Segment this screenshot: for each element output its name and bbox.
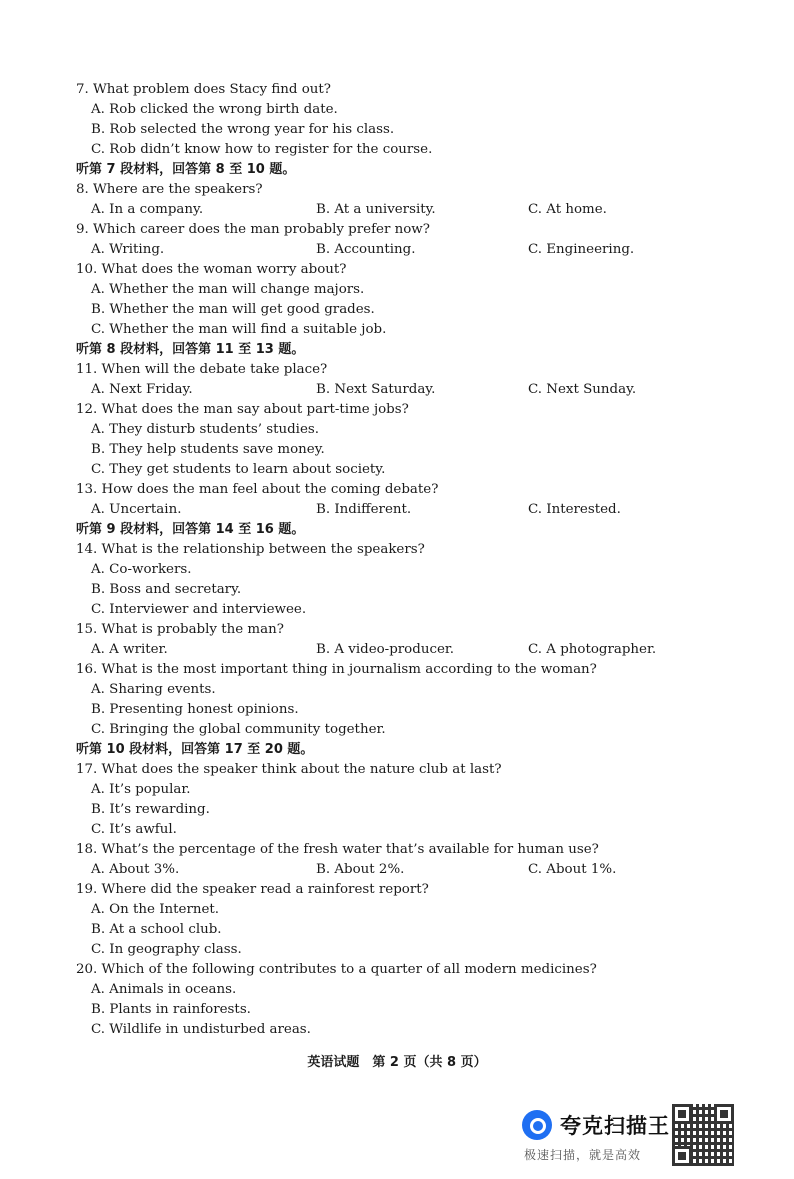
question-text: 14. What is the relationship between the speakers? bbox=[76, 542, 425, 557]
exam-page bbox=[76, 80, 716, 1040]
option-line: C. Rob didn’t know how to register for the course. bbox=[91, 142, 433, 157]
option-line: B. Presenting honest opinions. bbox=[91, 702, 299, 717]
option-line: B. At a school club. bbox=[91, 922, 222, 937]
question-text: 20. Which of the following contributes to a quarter of all modern medicines? bbox=[76, 962, 597, 977]
question-text: 18. What’s the percentage of the fresh water that’s available for human use? bbox=[76, 842, 599, 857]
section-instruction: 听第 9 段材料，回答第 14 至 16 题。 bbox=[76, 522, 305, 537]
section-instruction: 听第 7 段材料，回答第 8 至 10 题。 bbox=[76, 162, 296, 177]
question-text: 8. Where are the speakers? bbox=[76, 182, 263, 197]
option-line: B. It’s rewarding. bbox=[91, 802, 210, 817]
option-row bbox=[76, 500, 716, 520]
question-text: 15. What is probably the man? bbox=[76, 622, 284, 637]
option-a: A. Next Friday. bbox=[91, 382, 193, 397]
question-text: 11. When will the debate take place? bbox=[76, 362, 328, 377]
qr-code-icon bbox=[672, 1104, 734, 1166]
section-instruction: 听第 8 段材料，回答第 11 至 13 题。 bbox=[76, 342, 305, 357]
option-a: A. About 3%. bbox=[91, 862, 180, 877]
option-b: B. A video-producer. bbox=[316, 642, 455, 657]
question-text: 9. Which career does the man probably prefer now? bbox=[76, 222, 430, 237]
scanner-watermark bbox=[522, 1108, 672, 1168]
section-instruction: 听第 10 段材料，回答第 17 至 20 题。 bbox=[76, 742, 314, 757]
option-line: B. Boss and secretary. bbox=[91, 582, 242, 597]
option-row bbox=[76, 200, 716, 220]
question-text: 16. What is the most important thing in journalism according to the woman? bbox=[76, 662, 597, 677]
option-c: C. At home. bbox=[528, 202, 607, 217]
brand-name: 夸克扫描王 bbox=[560, 1114, 670, 1138]
option-c: C. A photographer. bbox=[528, 642, 657, 657]
option-row bbox=[76, 240, 716, 260]
option-a: A. In a company. bbox=[91, 202, 204, 217]
option-a: A. Writing. bbox=[91, 242, 165, 257]
option-line: A. Whether the man will change majors. bbox=[91, 282, 365, 297]
option-line: A. On the Internet. bbox=[91, 902, 220, 917]
option-line: A. Rob clicked the wrong birth date. bbox=[91, 102, 338, 117]
option-line: C. Interviewer and interviewee. bbox=[91, 602, 307, 617]
option-line: A. They disturb students’ studies. bbox=[91, 422, 319, 437]
question-text: 13. How does the man feel about the coming debate? bbox=[76, 482, 439, 497]
question-text: 12. What does the man say about part-time jobs? bbox=[76, 402, 409, 417]
option-b: B. At a university. bbox=[316, 202, 436, 217]
option-b: B. Next Saturday. bbox=[316, 382, 436, 397]
option-row bbox=[76, 380, 716, 400]
question-text: 17. What does the speaker think about the nature club at last? bbox=[76, 762, 502, 777]
brand-slogan: 极速扫描，就是高效 bbox=[524, 1148, 642, 1162]
option-line: C. Bringing the global community together. bbox=[91, 722, 386, 737]
option-b: B. About 2%. bbox=[316, 862, 405, 877]
option-b: B. Accounting. bbox=[316, 242, 416, 257]
option-line: B. Plants in rainforests. bbox=[91, 1002, 251, 1017]
option-a: A. Uncertain. bbox=[91, 502, 182, 517]
option-line: B. They help students save money. bbox=[91, 442, 325, 457]
option-c: C. Engineering. bbox=[528, 242, 635, 257]
option-row bbox=[76, 640, 716, 660]
option-line: B. Whether the man will get good grades. bbox=[91, 302, 375, 317]
option-line: A. Co-workers. bbox=[91, 562, 192, 577]
question-text: 19. Where did the speaker read a rainforest report? bbox=[76, 882, 429, 897]
option-line: C. Wildlife in undisturbed areas. bbox=[91, 1022, 311, 1037]
option-c: C. About 1%. bbox=[528, 862, 617, 877]
option-line: A. It’s popular. bbox=[91, 782, 191, 797]
option-line: A. Sharing events. bbox=[91, 682, 216, 697]
quark-logo-icon bbox=[522, 1110, 552, 1140]
option-a: A. A writer. bbox=[91, 642, 168, 657]
option-c: C. Next Sunday. bbox=[528, 382, 637, 397]
option-line: A. Animals in oceans. bbox=[91, 982, 237, 997]
page-footer: 英语试题 第 2 页（共 8 页） bbox=[307, 1055, 487, 1070]
option-row bbox=[76, 860, 716, 880]
option-line: C. In geography class. bbox=[91, 942, 242, 957]
option-b: B. Indifferent. bbox=[316, 502, 412, 517]
question-text: 10. What does the woman worry about? bbox=[76, 262, 347, 277]
question-text: 7. What problem does Stacy find out? bbox=[76, 82, 331, 97]
option-line: C. They get students to learn about society. bbox=[91, 462, 386, 477]
option-line: B. Rob selected the wrong year for his class. bbox=[91, 122, 395, 137]
option-line: C. Whether the man will find a suitable job. bbox=[91, 322, 387, 337]
option-c: C. Interested. bbox=[528, 502, 621, 517]
option-line: C. It’s awful. bbox=[91, 822, 177, 837]
